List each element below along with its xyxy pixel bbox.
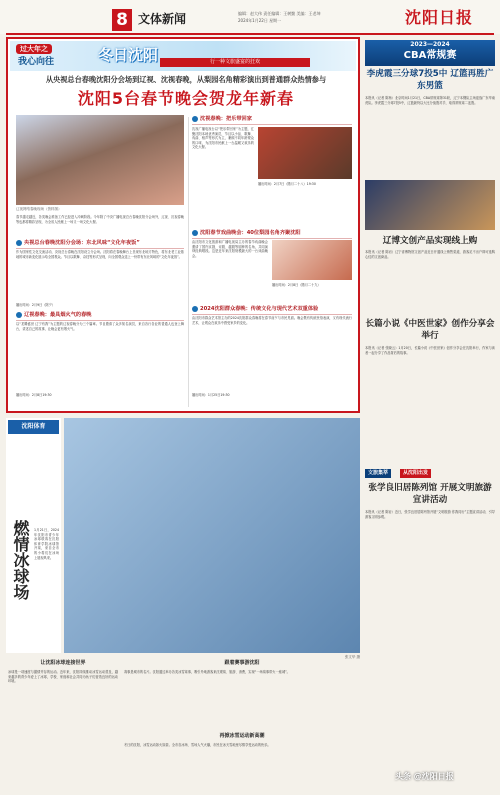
performers-photo — [258, 127, 352, 179]
airtime: 播出时间：2月9日（除夕） — [16, 303, 56, 307]
banner-title: 冬日沈阳 — [98, 46, 159, 64]
story-kicker: 从央视总台春晚沈阳分会场到辽视、沈视春晚，从梨园名角精彩演出到普通群众热情参与 — [45, 75, 327, 84]
column-headline: 让沈阳冰球连接世界 — [40, 660, 86, 666]
cba-name: CBA常规赛 — [403, 50, 457, 61]
section-body: 沈视广播电视台以“把乐带回家”为主题，汇聚沈阳本地优秀演员，节目以小品、歌舞、戏曲、相声等形式为主，兼顾不同年龄观众的口味，为沈阳市民献上一台温暖又欢乐的文化大餐。 — [192, 127, 254, 150]
photo-credit: 张文华 摄 — [344, 655, 360, 659]
page-number: 8 — [112, 9, 132, 31]
intro-text: 春节越走越近，各类晚会准备工作已经进入冲刺阶段。今年除了中央广播电视总台春晚沈阳分会场外，辽视、沈视春晚等也都将精彩呈现，为全省人民献上一场又一场文化大餐。 — [16, 215, 184, 224]
sidebar-logo: 沈阳体育 — [8, 420, 59, 434]
column-headline: 再掀冰雪运动新高潮 — [219, 733, 265, 739]
ice-hockey-photo — [64, 418, 360, 653]
source-watermark: 头条 @沈阳日报 — [395, 772, 454, 781]
article-headline: 张学良旧居陈列馆 开展文明旅游宣讲活动 — [368, 483, 492, 505]
airtime: 播出时间：2月8日（腊月二十九） — [272, 283, 321, 287]
column-body: 冬日的沈阳，冰雪运动如火如荼。全市各冰场、雪场人气火爆，市民在冰天雪地里尽情享受运动的快乐。 — [124, 743, 271, 747]
airtime: 播出时间：2月7日（腊月二十八）19:30 — [258, 182, 316, 186]
feature-story-box — [6, 37, 360, 413]
section-heading: 央视总台春晚沈阳分会场：东北风味“文化年夜饭” — [16, 239, 184, 249]
banner-strip: 行一种文旅盛宴的狂欢 — [160, 58, 310, 67]
article-headline: 长篇小说《中医世家》创作分享会举行 — [365, 319, 495, 341]
sidebar-title: 燃情冰球场 — [11, 520, 30, 600]
article-headline: 李虎霞三分球7投5中 辽篮再胜广东男篮 — [366, 69, 494, 91]
column-tag: 从沈阳出发 — [400, 469, 431, 478]
column-headline: 跟着赛事游沈阳 — [224, 660, 260, 666]
cba-season: 2023—2024 — [410, 41, 450, 48]
section-body: 由沈阳市文化旅游和广播电视局主办的春节戏曲晚会邀请了国内京剧、评剧、越剧等剧种的名角，共同演绎经典唱段。这是近年来沈阳规模最大的一台戏曲晚会。 — [192, 240, 268, 258]
header-meta — [238, 10, 321, 24]
banner-subtitle: 我心向往 — [18, 57, 55, 67]
article-body: 本报讯（记者 陈岩）辽宁省博物馆文创产品近日开通线上销售渠道，游客足不出户即可选购心仪的文创商品。 — [365, 250, 495, 259]
basketball-photo — [365, 180, 495, 230]
section-heading: 沈阳春节戏曲晚会：40位梨园名角齐聚沈阳 — [192, 229, 352, 239]
bullet-icon — [192, 116, 198, 122]
column-tag: 文旅集萃 — [365, 469, 391, 478]
bullet-icon — [192, 230, 198, 236]
section-body: 以“龙腾盛世 辽宁有我”为主题的辽视春晚分为三个篇章。节目邀请了众多知名演员，来自各行各业的普通人也登上舞台，讲述自己的故事，让晚会更有烟火气。 — [16, 322, 184, 331]
photo-caption: 辽视网络春晚现场（资料图） — [16, 207, 62, 211]
article-body: 本报讯（记者 陈岩）近日，张学良旧居陈列馆开展“文明旅游 你我同行”主题宣讲活动，引导游客文明参观。 — [365, 510, 495, 519]
section-heading: 辽视春晚：最具烟火气的春晚 — [16, 311, 184, 321]
article-headline: 辽博文创产品实现线上购 — [382, 236, 478, 246]
story-headline: 沈阳5台春节晚会贺龙年新春 — [77, 89, 295, 108]
sidebar-body: 1月21日，2024年沈阳市青少年冰球联赛在沈阳体育学院冰球馆开赛，来自全市的小将们在冰场上展现风采。 — [34, 528, 59, 560]
airtime: 播出时间：1月25日19:30 — [192, 393, 230, 397]
column-body: 冰球是一项速度与激情并存的运动。近年来，沈阳持续推动冰雪运动普及，越来越多的青少年爱上了冰球，学校、家庭和社会共同为孩子们营造良好的运动环境。 — [8, 670, 118, 684]
issue-date: 2024年1月22日 星期一 — [238, 18, 282, 23]
article-body: 本报讯（记者 张晓云）1月20日，长篇小说《中医世家》创作分享会在沈阳举行，作家与读者一起分享了作品背后的故事。 — [365, 346, 495, 355]
banner-tag: 过大年之 — [16, 44, 52, 54]
section-heading: 沈视春晚：把乐带回家 — [192, 115, 352, 125]
section-heading: 2024沈阳群众春晚：传统文化与现代艺术双重体验 — [192, 305, 352, 315]
cba-banner — [365, 40, 495, 66]
section-body: 作为国家性文化交流活动，央视总台春晚在沈阳设立分会场。沈阳将在春晚舞台上呈现东北地方特色，将东北老工业基地的城市新变化展示给全国观众。节目以歌舞、杂技等形式呈现，向全国观众送上一份带有东北风味的“文化年夜饭”。 — [16, 250, 184, 259]
airtime: 播出时间：2月8日19:30 — [16, 393, 52, 397]
gala-stage-photo — [16, 115, 184, 205]
column-body: 赛事是城市的名片。沈阳通过举办各类冰雪赛事，吸引外地游客来沈观赛、旅游、消费，实现“一场赛事带火一座城”。 — [124, 670, 290, 674]
article-body: 本报讯（记者 陈杨）北京时间1月21日，CBA常规赛第31轮，辽宁本钢队主场迎战广东华南虎队。李虎霞三分球7投5中，辽篮最终以大比分战胜对手，取得常规赛二连胜。 — [365, 96, 495, 105]
newspaper-logo: 沈阳日报 — [405, 8, 474, 27]
feature-banner — [10, 41, 356, 71]
header-rule — [6, 33, 494, 35]
editor-credits: 编辑：赵大伟 责任编辑：王树勤 美编：王老坤 — [238, 11, 321, 16]
section-body: 由沈阳市群众艺术馆主办的2024沈阳群众春晚将在春节前夕与市民见面。晚会既有传统民俗表演，又有现代流行艺术，让观众在欢乐中感受家乡的变化。 — [192, 316, 352, 325]
bullet-icon — [16, 312, 22, 318]
bullet-icon — [16, 240, 22, 246]
opera-performer-photo — [272, 240, 352, 280]
section-title: 文体新闻 — [138, 12, 187, 26]
page-header — [0, 0, 500, 34]
bullet-icon — [192, 306, 198, 312]
